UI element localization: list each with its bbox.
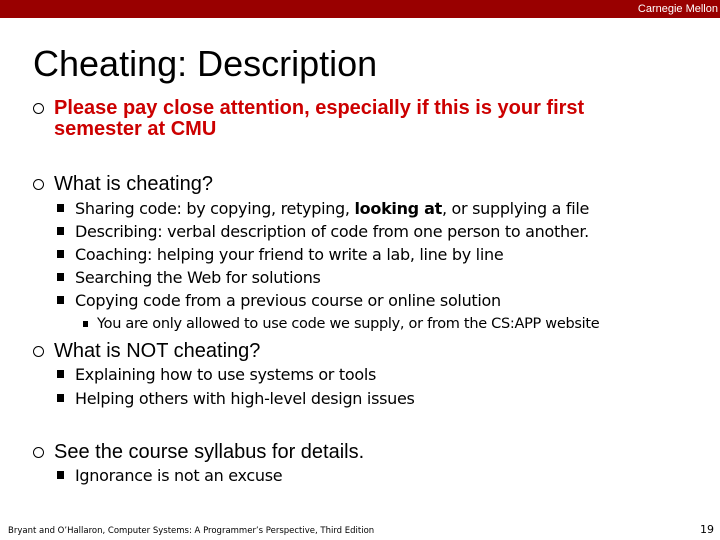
hollow-circle-bullet-icon — [33, 179, 44, 190]
footer-citation: Bryant and O’Hallaron, Computer Systems: A Programmer’s Perspective, Third Edition — [8, 526, 375, 536]
slide-title: Cheating: Description — [33, 43, 378, 84]
point-2-item-1 — [75, 199, 589, 219]
header-bar — [0, 0, 720, 18]
square-bullet-icon — [57, 370, 64, 378]
point-1-line-1: Please pay close attention, especially if this is your first — [54, 97, 585, 119]
square-bullet-icon — [57, 227, 64, 235]
point-2-item-5: Copying code from a previous course or online solution — [75, 291, 501, 310]
brand-label: Carnegie Mellon — [637, 3, 718, 15]
point-4-heading: See the course syllabus for details. — [54, 441, 365, 463]
square-bullet-icon — [57, 471, 64, 479]
point-1-line-2: semester at CMU — [54, 118, 217, 140]
hollow-circle-bullet-icon — [33, 346, 44, 357]
item-text: , or supplying a file — [441, 199, 590, 218]
point-2-heading: What is cheating? — [54, 173, 213, 195]
square-bullet-icon — [57, 273, 64, 281]
point-3-heading: What is NOT cheating? — [54, 340, 261, 362]
square-bullet-icon — [57, 250, 64, 258]
point-2-subitem: You are only allowed to use code we supply, or from the CS:APP website — [97, 316, 600, 332]
item-text: Sharing code: by copying, retyping, — [75, 199, 355, 218]
point-4-item-1: Ignorance is not an excuse — [75, 466, 283, 485]
point-3-item-2: Helping others with high-level design issues — [75, 389, 415, 408]
point-2-item-3: Coaching: helping your friend to write a lab, line by line — [75, 245, 504, 264]
point-3-item-1: Explaining how to use systems or tools — [75, 365, 377, 384]
square-bullet-icon — [57, 204, 64, 212]
point-2-item-4: Searching the Web for solutions — [75, 268, 321, 287]
square-bullet-icon — [57, 394, 64, 402]
hollow-circle-bullet-icon — [33, 103, 44, 114]
hollow-circle-bullet-icon — [33, 447, 44, 458]
page-number: 19 — [700, 523, 714, 536]
small-square-bullet-icon — [83, 321, 88, 327]
square-bullet-icon — [57, 296, 64, 304]
point-2-item-2: Describing: verbal description of code from one person to another. — [75, 222, 589, 241]
item-text-bold: looking at — [354, 199, 442, 218]
